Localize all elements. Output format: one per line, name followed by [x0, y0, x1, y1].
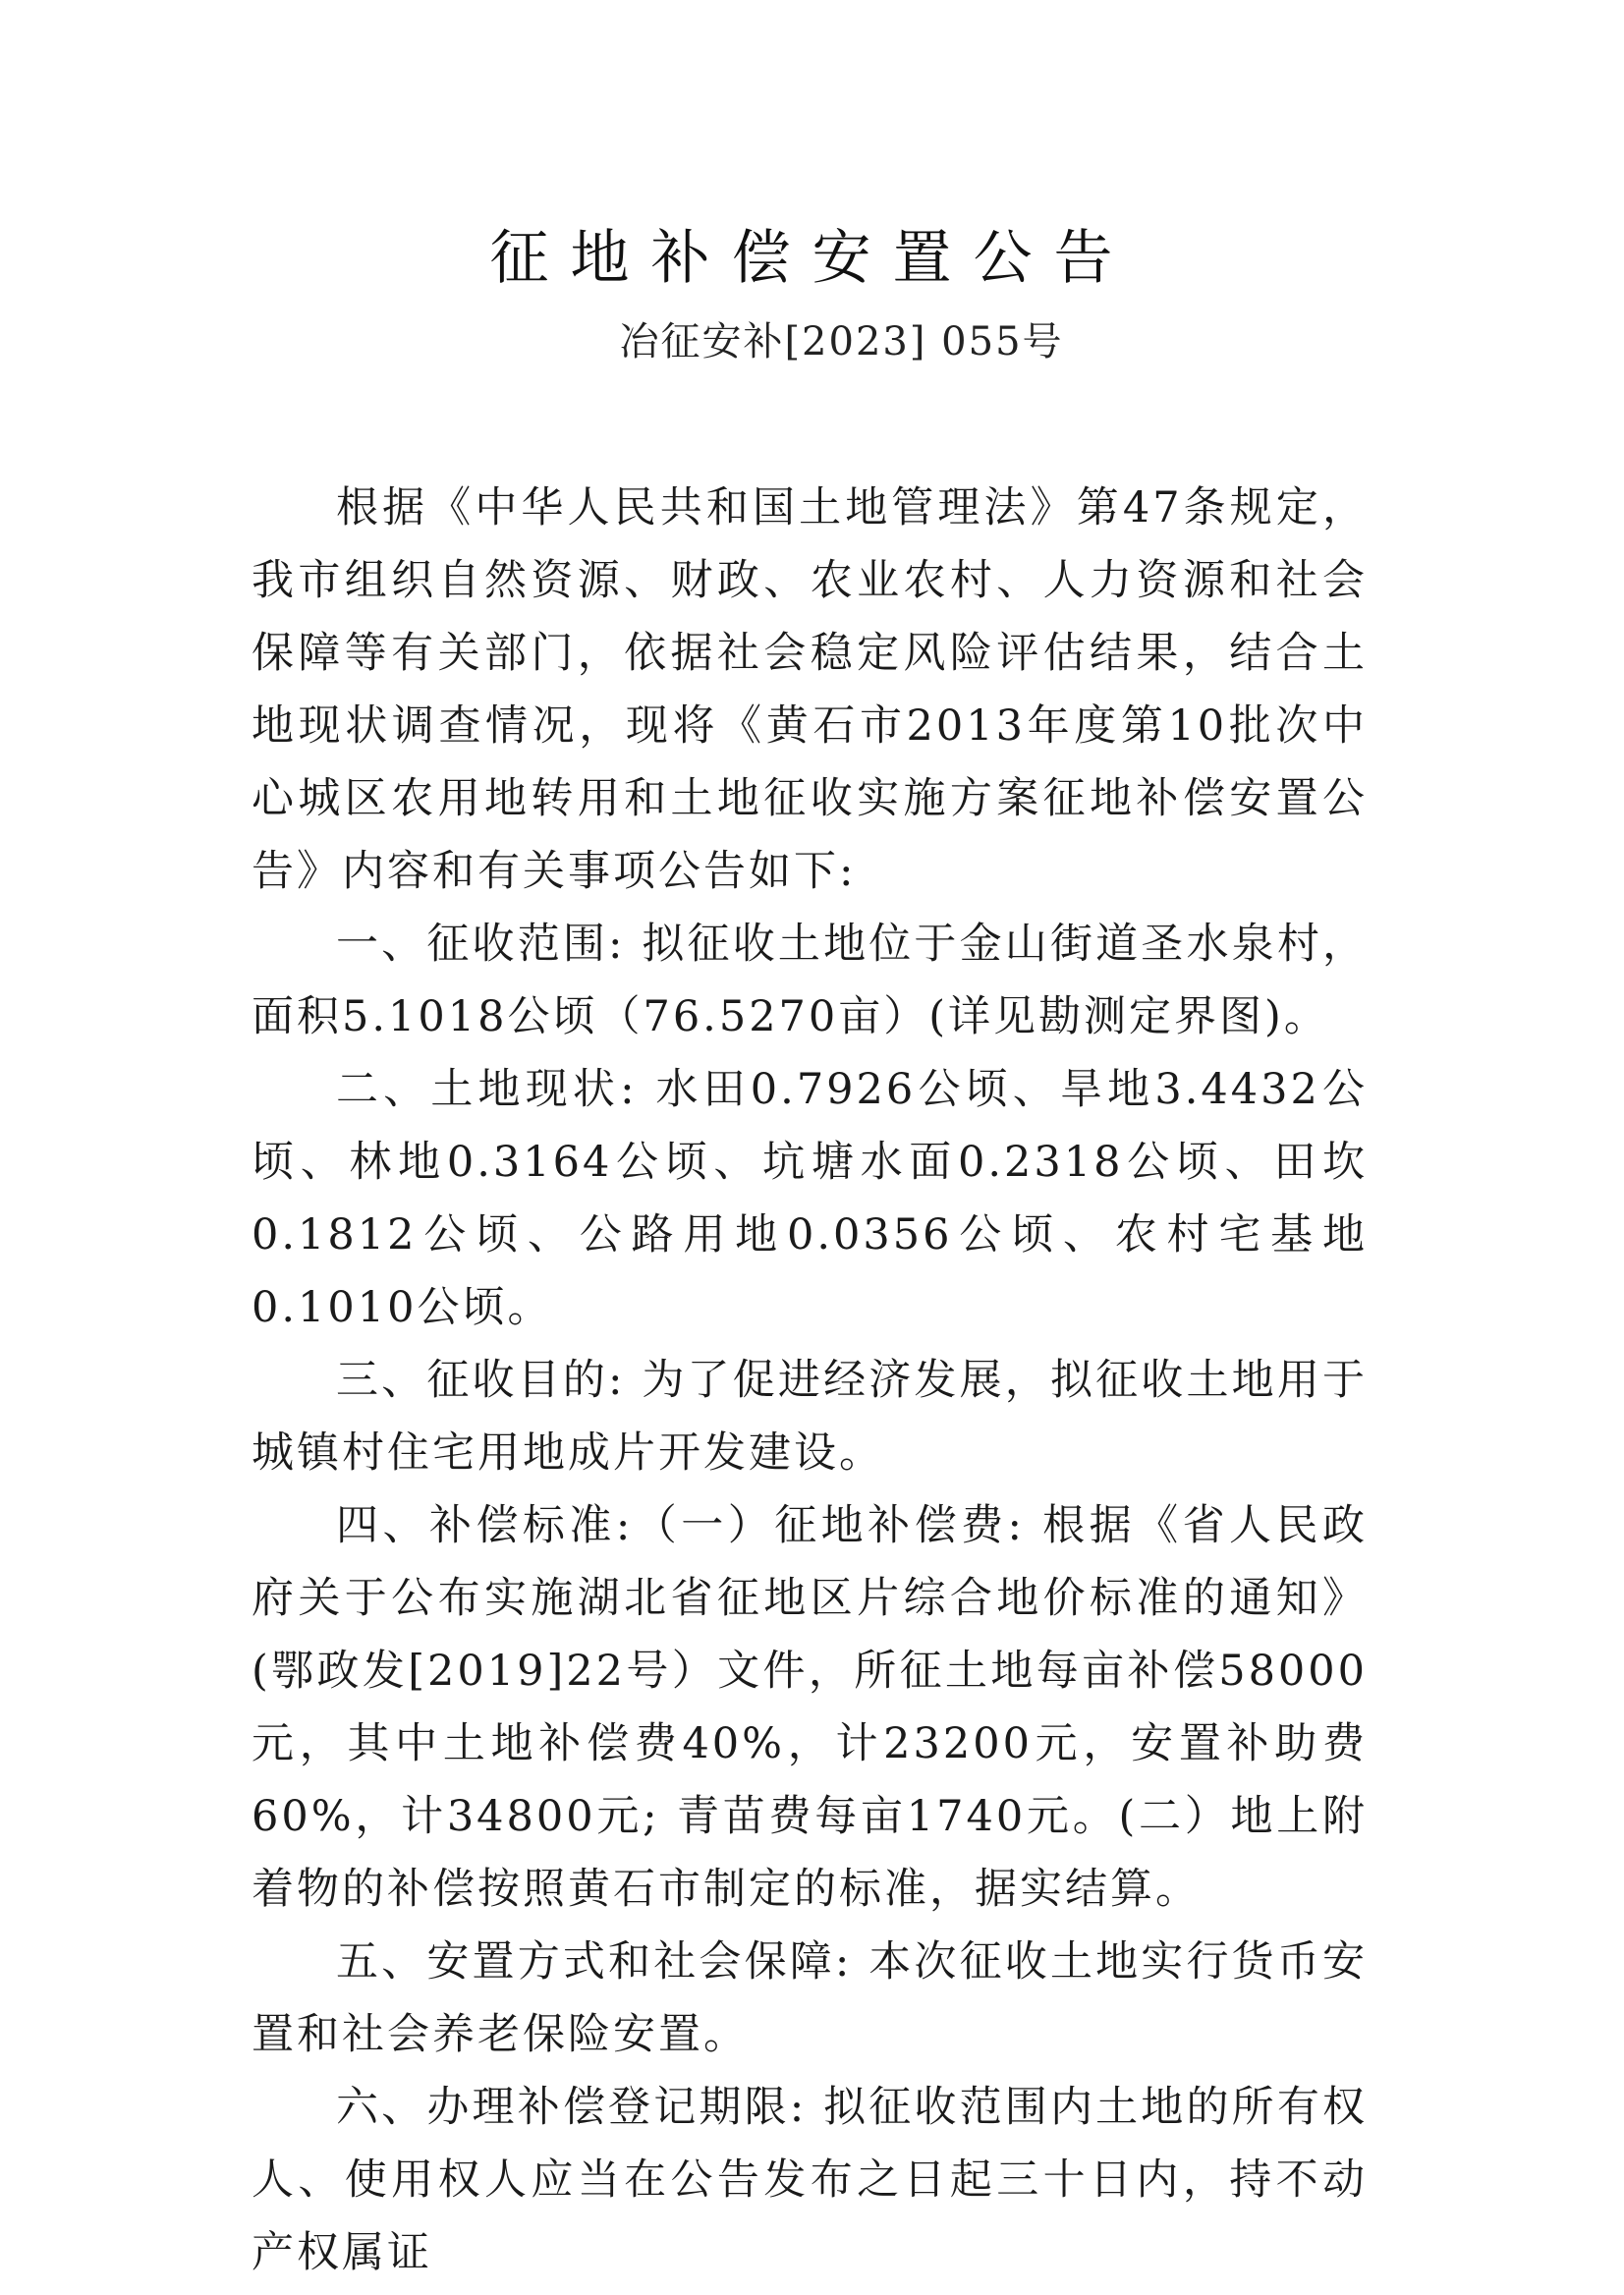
paragraph-compensation-standard: 四、补偿标准:（一）征地补偿费: 根据《省人民政府关于公布实施湖北省征地区片综合地价标准的通知》(鄂政发[2019]22号）文件，所征土地每亩补偿58000元，其中土地补偿费40%，计23200元，安置补助费60%，计34800元; 青苗费每亩1740元。(二）地上附着物的补偿按照黄石市制定的标准，据实结算。 — [252, 1501, 1368, 1914]
paragraph-resettlement: 五、安置方式和社会保障: 本次征收土地实行货币安置和社会养老保险安置。 — [252, 1937, 1368, 2059]
paragraph-intro: 根据《中华人民共和国土地管理法》第47条规定，我市组织自然资源、财政、农业农村、人力资源和社会保障等有关部门，依据社会稳定风险评估结果，结合土地现状调查情况，现将《黄石市2013年度第10批次中心城区农用地转用和土地征收实施方案征地补偿安置公告》内容和有关事项公告如下: — [252, 483, 1368, 896]
document-body — [252, 472, 1368, 2289]
document-title: 征地补偿安置公告 — [489, 224, 1135, 293]
document-number: 冶征安补[2023] 055号 — [619, 319, 1064, 364]
paragraph-purpose: 三、征收目的: 为了促进经济发展，拟征收土地用于城镇村住宅用地成片开发建设。 — [252, 1356, 1368, 1478]
paragraph-scope: 一、征收范围: 拟征收土地位于金山街道圣水泉村，面积5.1018公顷（76.5270亩）(详见勘测定界图)。 — [252, 920, 1368, 1041]
paragraph-land-status: 二、土地现状: 水田0.7926公顷、旱地3.4432公顷、林地0.3164公顷、坑塘水面0.2318公顷、田坎0.1812公顷、公路用地0.0356公顷、农村宅基地0.1010公顷。 — [252, 1065, 1368, 1332]
paragraph-registration-deadline: 六、办理补偿登记期限: 拟征收范围内土地的所有权人、使用权人应当在公告发布之日起三十日内，持不动产权属证 — [252, 2083, 1368, 2277]
